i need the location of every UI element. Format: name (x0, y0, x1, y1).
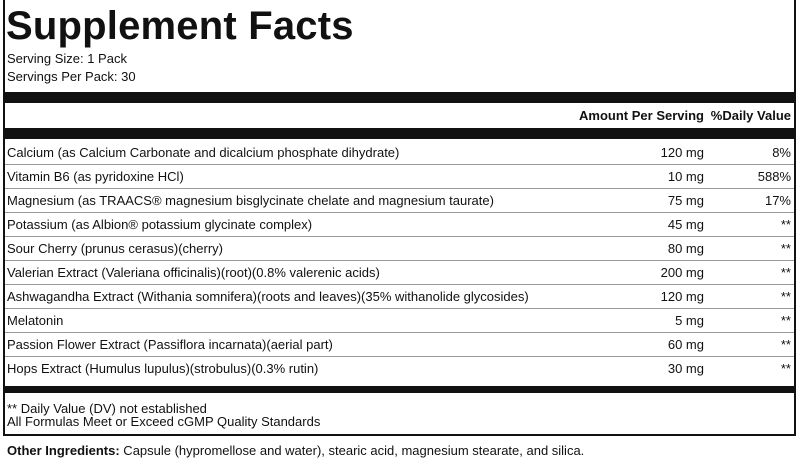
top-thick-divider (5, 92, 794, 103)
ingredient-daily-value: ** (780, 217, 791, 232)
serving-size: Serving Size: 1 Pack (7, 51, 127, 66)
ingredient-amount: 200 mg (660, 265, 704, 280)
dv-footnote: ** Daily Value (DV) not established (7, 401, 207, 416)
ingredient-name: Potassium (as Albion® potassium glycinate complex) (7, 217, 313, 232)
other-ingredients-label: Other Ingredients: (7, 443, 120, 458)
ingredient-amount: 80 mg (667, 241, 704, 256)
ingredient-amount: 30 mg (667, 361, 704, 376)
ingredient-daily-value: ** (780, 313, 791, 328)
ingredient-daily-value: ** (780, 337, 791, 352)
ingredient-name: Magnesium (as TRAACS® magnesium bisglycinate chelate and magnesium taurate) (7, 193, 494, 208)
ingredient-name: Sour Cherry (prunus cerasus)(cherry) (7, 241, 224, 256)
ingredient-daily-value: 588% (757, 169, 791, 184)
table-row (5, 189, 794, 213)
ingredient-amount: 60 mg (667, 337, 704, 352)
ingredient-daily-value: ** (780, 241, 791, 256)
ingredient-daily-value: ** (780, 361, 791, 376)
ingredient-amount: 75 mg (667, 193, 704, 208)
bottom-thick-divider (5, 386, 794, 393)
header-thick-divider (5, 128, 794, 139)
ingredient-amount: 120 mg (660, 145, 704, 160)
table-row (5, 165, 794, 189)
table-row (5, 213, 794, 237)
ingredient-name: Passion Flower Extract (Passiflora incarnata)(aerial part) (7, 337, 333, 352)
servings-per-pack: Servings Per Pack: 30 (7, 69, 136, 84)
table-row (5, 261, 794, 285)
ingredient-amount: 10 mg (667, 169, 704, 184)
ingredient-daily-value: ** (780, 289, 791, 304)
other-ingredients (7, 443, 584, 459)
table-row (5, 357, 794, 381)
ingredient-amount: 45 mg (667, 217, 704, 232)
ingredient-name: Calcium (as Calcium Carbonate and dicalcium phosphate dihydrate) (7, 145, 400, 160)
table-row (5, 309, 794, 333)
amount-column-header: Amount Per Serving (579, 108, 704, 123)
ingredient-name: Hops Extract (Humulus lupulus)(strobulus)(0.3% rutin) (7, 361, 319, 376)
table-row (5, 333, 794, 357)
ingredient-amount: 5 mg (675, 313, 704, 328)
ingredient-name: Valerian Extract (Valeriana officinalis)(root)(0.8% valerenic acids) (7, 265, 380, 280)
table-row (5, 285, 794, 309)
other-ingredients-text: Capsule (hypromellose and water), stearic acid, magnesium stearate, and silica. (119, 443, 585, 458)
ingredient-name: Vitamin B6 (as pyridoxine HCl) (7, 169, 184, 184)
ingredient-daily-value: ** (780, 265, 791, 280)
column-header-row (5, 106, 794, 126)
daily-value-column-header: %Daily Value (710, 108, 791, 123)
ingredient-table (5, 141, 794, 381)
ingredient-name: Ashwagandha Extract (Withania somnifera)(roots and leaves)(35% withanolide glycosides) (7, 289, 529, 304)
ingredient-amount: 120 mg (660, 289, 704, 304)
ingredient-name: Melatonin (7, 313, 64, 328)
gmp-footnote: All Formulas Meet or Exceed cGMP Quality Standards (7, 414, 321, 429)
ingredient-daily-value: 17% (764, 193, 791, 208)
table-row (5, 237, 794, 261)
panel-title: Supplement Facts (6, 4, 354, 48)
ingredient-daily-value: 8% (772, 145, 791, 160)
table-row (5, 141, 794, 165)
